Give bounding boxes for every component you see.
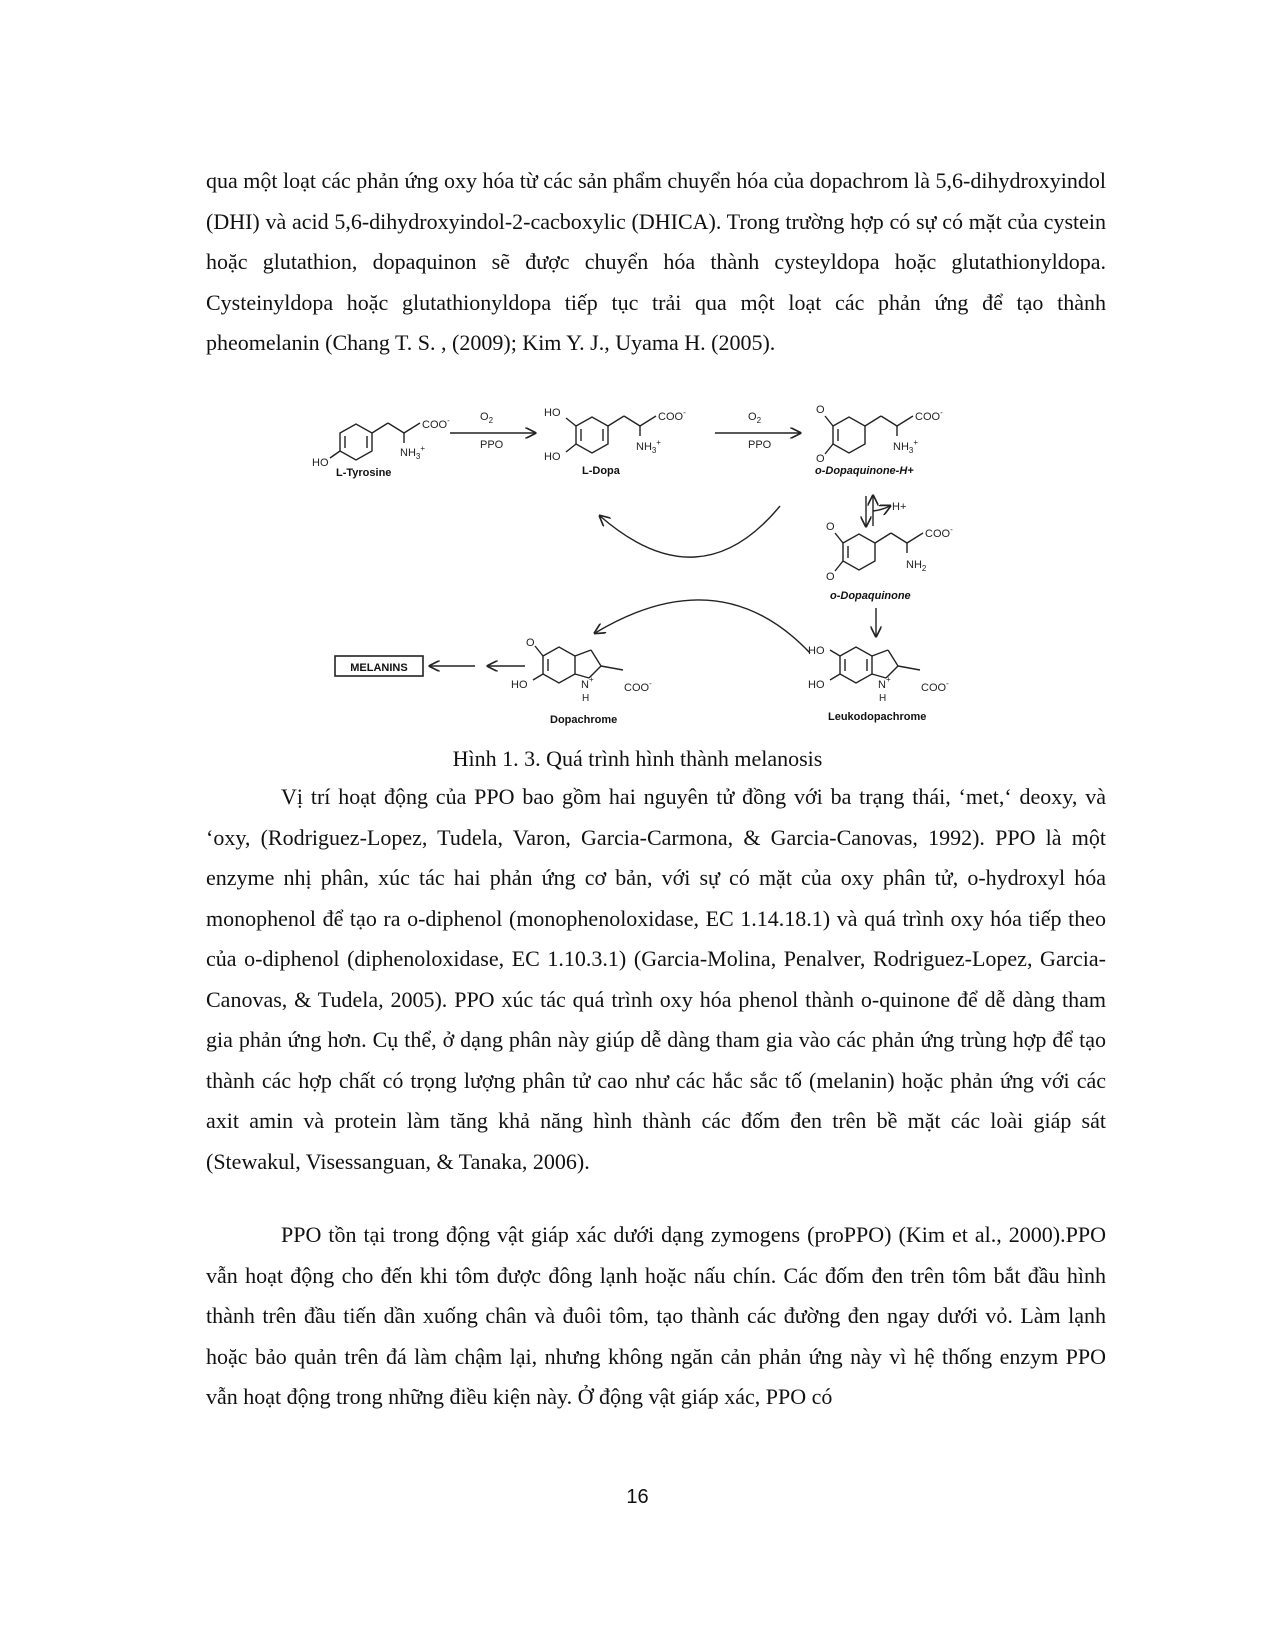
dopachrome-coo: COO- [624, 679, 652, 694]
leuko-n: N+ [878, 675, 891, 691]
dopachrome-o: O [526, 637, 535, 649]
figure-caption: Hình 1. 3. Quá trình hình thành melanosis [452, 746, 823, 771]
leuko-ho-bottom: HO [808, 679, 825, 691]
label-dopaquinone: o-Dopaquinone [830, 590, 911, 602]
melanosis-pathway-figure [312, 398, 1030, 758]
dopaquinone-h-nh3: $NH_3^+$ [893, 438, 919, 455]
curved-arrow-upper [600, 506, 780, 557]
dopaquinone-o-top: O [826, 521, 835, 533]
curved-arrow-lower [595, 600, 810, 653]
label-dopa: L-Dopa [582, 465, 620, 477]
paragraph-1-text: qua một loạt các phản ứng oxy hóa từ các sản phẩm chuyển hóa của dopachrom là 5,6-dihydroxyindol (DHI) và acid 5,6-dihydroxyindol-2-cacboxylic (DHICA). Trong trường hợp có sự có mặt của cystein hoặc glutathion, dopaquinon sẽ được chuyển hóa thành cysteyldopa hoặc glutathionyldopa. Cysteinyldopa hoặc glutathionyldopa tiếp tục trải qua một loạt các phản ứng để tạo thành pheomelanin (Chang T. S. , (2009); Kim Y. J., Uyama H. (2005). [206, 168, 1106, 355]
h-plus-label: H+ [892, 501, 907, 513]
leuko-ho-top: HO [808, 645, 825, 657]
ppo-label-2: PPO [748, 439, 772, 451]
label-tyrosine: L-Tyrosine [336, 467, 392, 479]
label-dopachrome: Dopachrome [550, 714, 618, 726]
dopa-ho-bottom: HO [544, 451, 561, 463]
dopa-ho-top: HO [544, 407, 561, 419]
dopaquinone-h-o-bottom: O [816, 453, 825, 465]
tyrosine-nh3: $NH_3^+$ [400, 444, 426, 461]
dopachrome-ho: HO [511, 679, 528, 691]
leuko-coo: COO- [921, 679, 949, 694]
dopaquinone-h-o-top: O [816, 404, 825, 416]
dopaquinone-coo: COO- [925, 525, 953, 540]
h-plus-arrow [873, 506, 890, 511]
dopaquinone-nh2: $NH_2$ [906, 559, 927, 573]
leuko-h: H [879, 693, 887, 704]
label-dopaquinone-h: o-Dopaquinone-H+ [815, 465, 914, 477]
paragraph-3 [206, 1215, 1106, 1418]
dopaquinone-h-coo: COO- [915, 408, 943, 423]
paragraph-2-text: Vị trí hoạt động của PPO bao gồm hai nguyên tử đồng với ba trạng thái, ‘met,‘ deoxy, và ‘oxy, (Rodriguez-Lopez, Tudela, Varon, Garcia-Carmona, & Garcia-Canovas, 1992). PPO là một enzyme nhị phân, xúc tác hai phản ứng cơ bản, với sự có mặt của oxy phân tử, o-hydroxyl hóa monophenol để tạo ra o-diphenol (monophenoloxidase, EC 1.14.18.1) và quá trình oxy hóa tiếp theo của o-diphenol (diphenoloxidase, EC 1.10.3.1) (Garcia-Molina, Penalver, Rodriguez-Lopez, Garcia-Canovas, & Tudela, 2005). PPO xúc tác quá trình oxy hóa phenol thành o-quinone để dễ dàng tham gia phản ứng hơn. Cụ thể, ở dạng phân này giúp dễ dàng tham gia vào các phản ứng trùng hợp để tạo thành các hợp chất có trọng lượng phân tử cao như các hắc sắc tố (melanin) hoặc phản ứng với các axit amin và protein làm tăng khả năng hình thành các đốm đen trên bề mặt các loài giáp sát (Stewakul, Visessanguan, & Tanaka, 2006). [206, 784, 1106, 1174]
dopachrome-n: N+ [581, 675, 594, 691]
dopachrome-h: H [582, 693, 590, 704]
ppo-label-1: PPO [480, 439, 504, 451]
melanins-label: MELANINS [350, 662, 408, 674]
o2-label-1: $O_2$ [480, 411, 494, 425]
dopa-nh3: $NH_3^+$ [636, 438, 662, 455]
paragraph-1 [206, 161, 1106, 364]
page-number: 16 [626, 1486, 649, 1508]
dopachrome-structure [533, 646, 623, 683]
dopa-coo: COO- [658, 408, 686, 423]
tyrosine-coo: COO- [422, 416, 450, 431]
paragraph-2 [206, 777, 1106, 1182]
paragraph-3-text: PPO tồn tại trong động vật giáp xác dưới dạng zymogens (proPPO) (Kim et al., 2000).PPO vẫn hoạt động cho đến khi tôm được đông lạnh hoặc nấu chín. Các đốm đen trên tôm bắt đầu hình thành trên đầu tiến dần xuống chân và đuôi tôm, tạo thành các đường đen ngay dưới vỏ. Làm lạnh hoặc bảo quản trên đá làm chậm lại, nhưng không ngăn cản phản ứng này vì hệ thống enzym PPO vẫn hoạt động trong những điều kiện này. Ở động vật giáp xác, PPO có [206, 1222, 1106, 1409]
leukodopachrome-structure [830, 647, 920, 683]
dopaquinone-o-bottom: O [826, 571, 835, 583]
tyrosine-ho: HO [312, 457, 329, 469]
label-leukodopachrome: Leukodopachrome [828, 711, 927, 723]
o2-label-2: $O_2$ [748, 411, 762, 425]
